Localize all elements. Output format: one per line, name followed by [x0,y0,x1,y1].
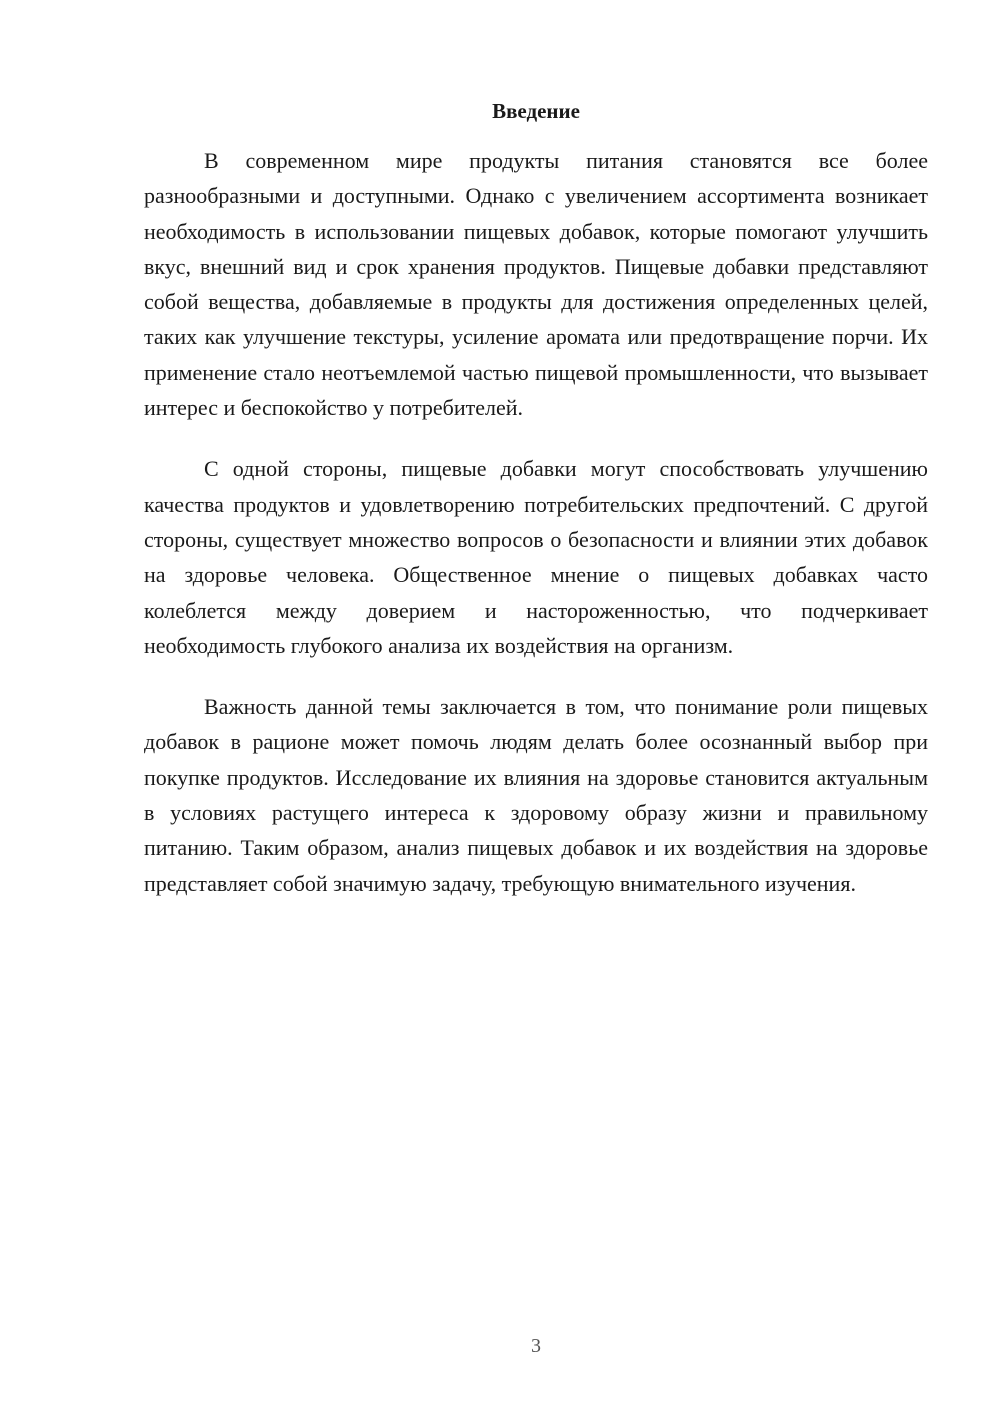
page-number: 3 [531,1335,541,1357]
section-title: Введение [492,99,580,123]
paragraph-3: Важность данной темы заключается в том, что понимание роли пищевых добавок в рационе может помочь людям делать более осознанный выбор при покупке продуктов. Исследование их влияния на здоровье становится актуальным в условиях растущего интереса к здоровому образу жизни и правильному питанию. Таким образом, анализ пищевых добавок и их воздействия на здоровье представляет собой значимую задачу, требующую внимательного изучения. [144,694,928,896]
body-text [144,143,928,927]
paragraph-1: В современном мире продукты питания становятся все более разнообразными и доступными. Однако с увеличением ассортимента возникает необходимость в использовании пищевых добавок, которые помогают улучшить вкус, внешний вид и срок хранения продуктов. Пищевые добавки представляют собой вещества, добавляемые в продукты для достижения определенных целей, таких как улучшение текстуры, усиление аромата или предотвращение порчи. Их применение стало неотъемлемой частью пищевой промышленности, что вызывает интерес и беспокойство у потребителей. [144,148,928,421]
paragraph-2: С одной стороны, пищевые добавки могут способствовать улучшению качества продуктов и удовлетворению потребительских предпочтений. С другой стороны, существует множество вопросов о безопасности и влиянии этих добавок на здоровье человека. Общественное мнение о пищевых добавках часто колеблется между доверием и настороженностью, что подчеркивает необходимость глубокого анализа их воздействия на организм. [144,456,928,658]
